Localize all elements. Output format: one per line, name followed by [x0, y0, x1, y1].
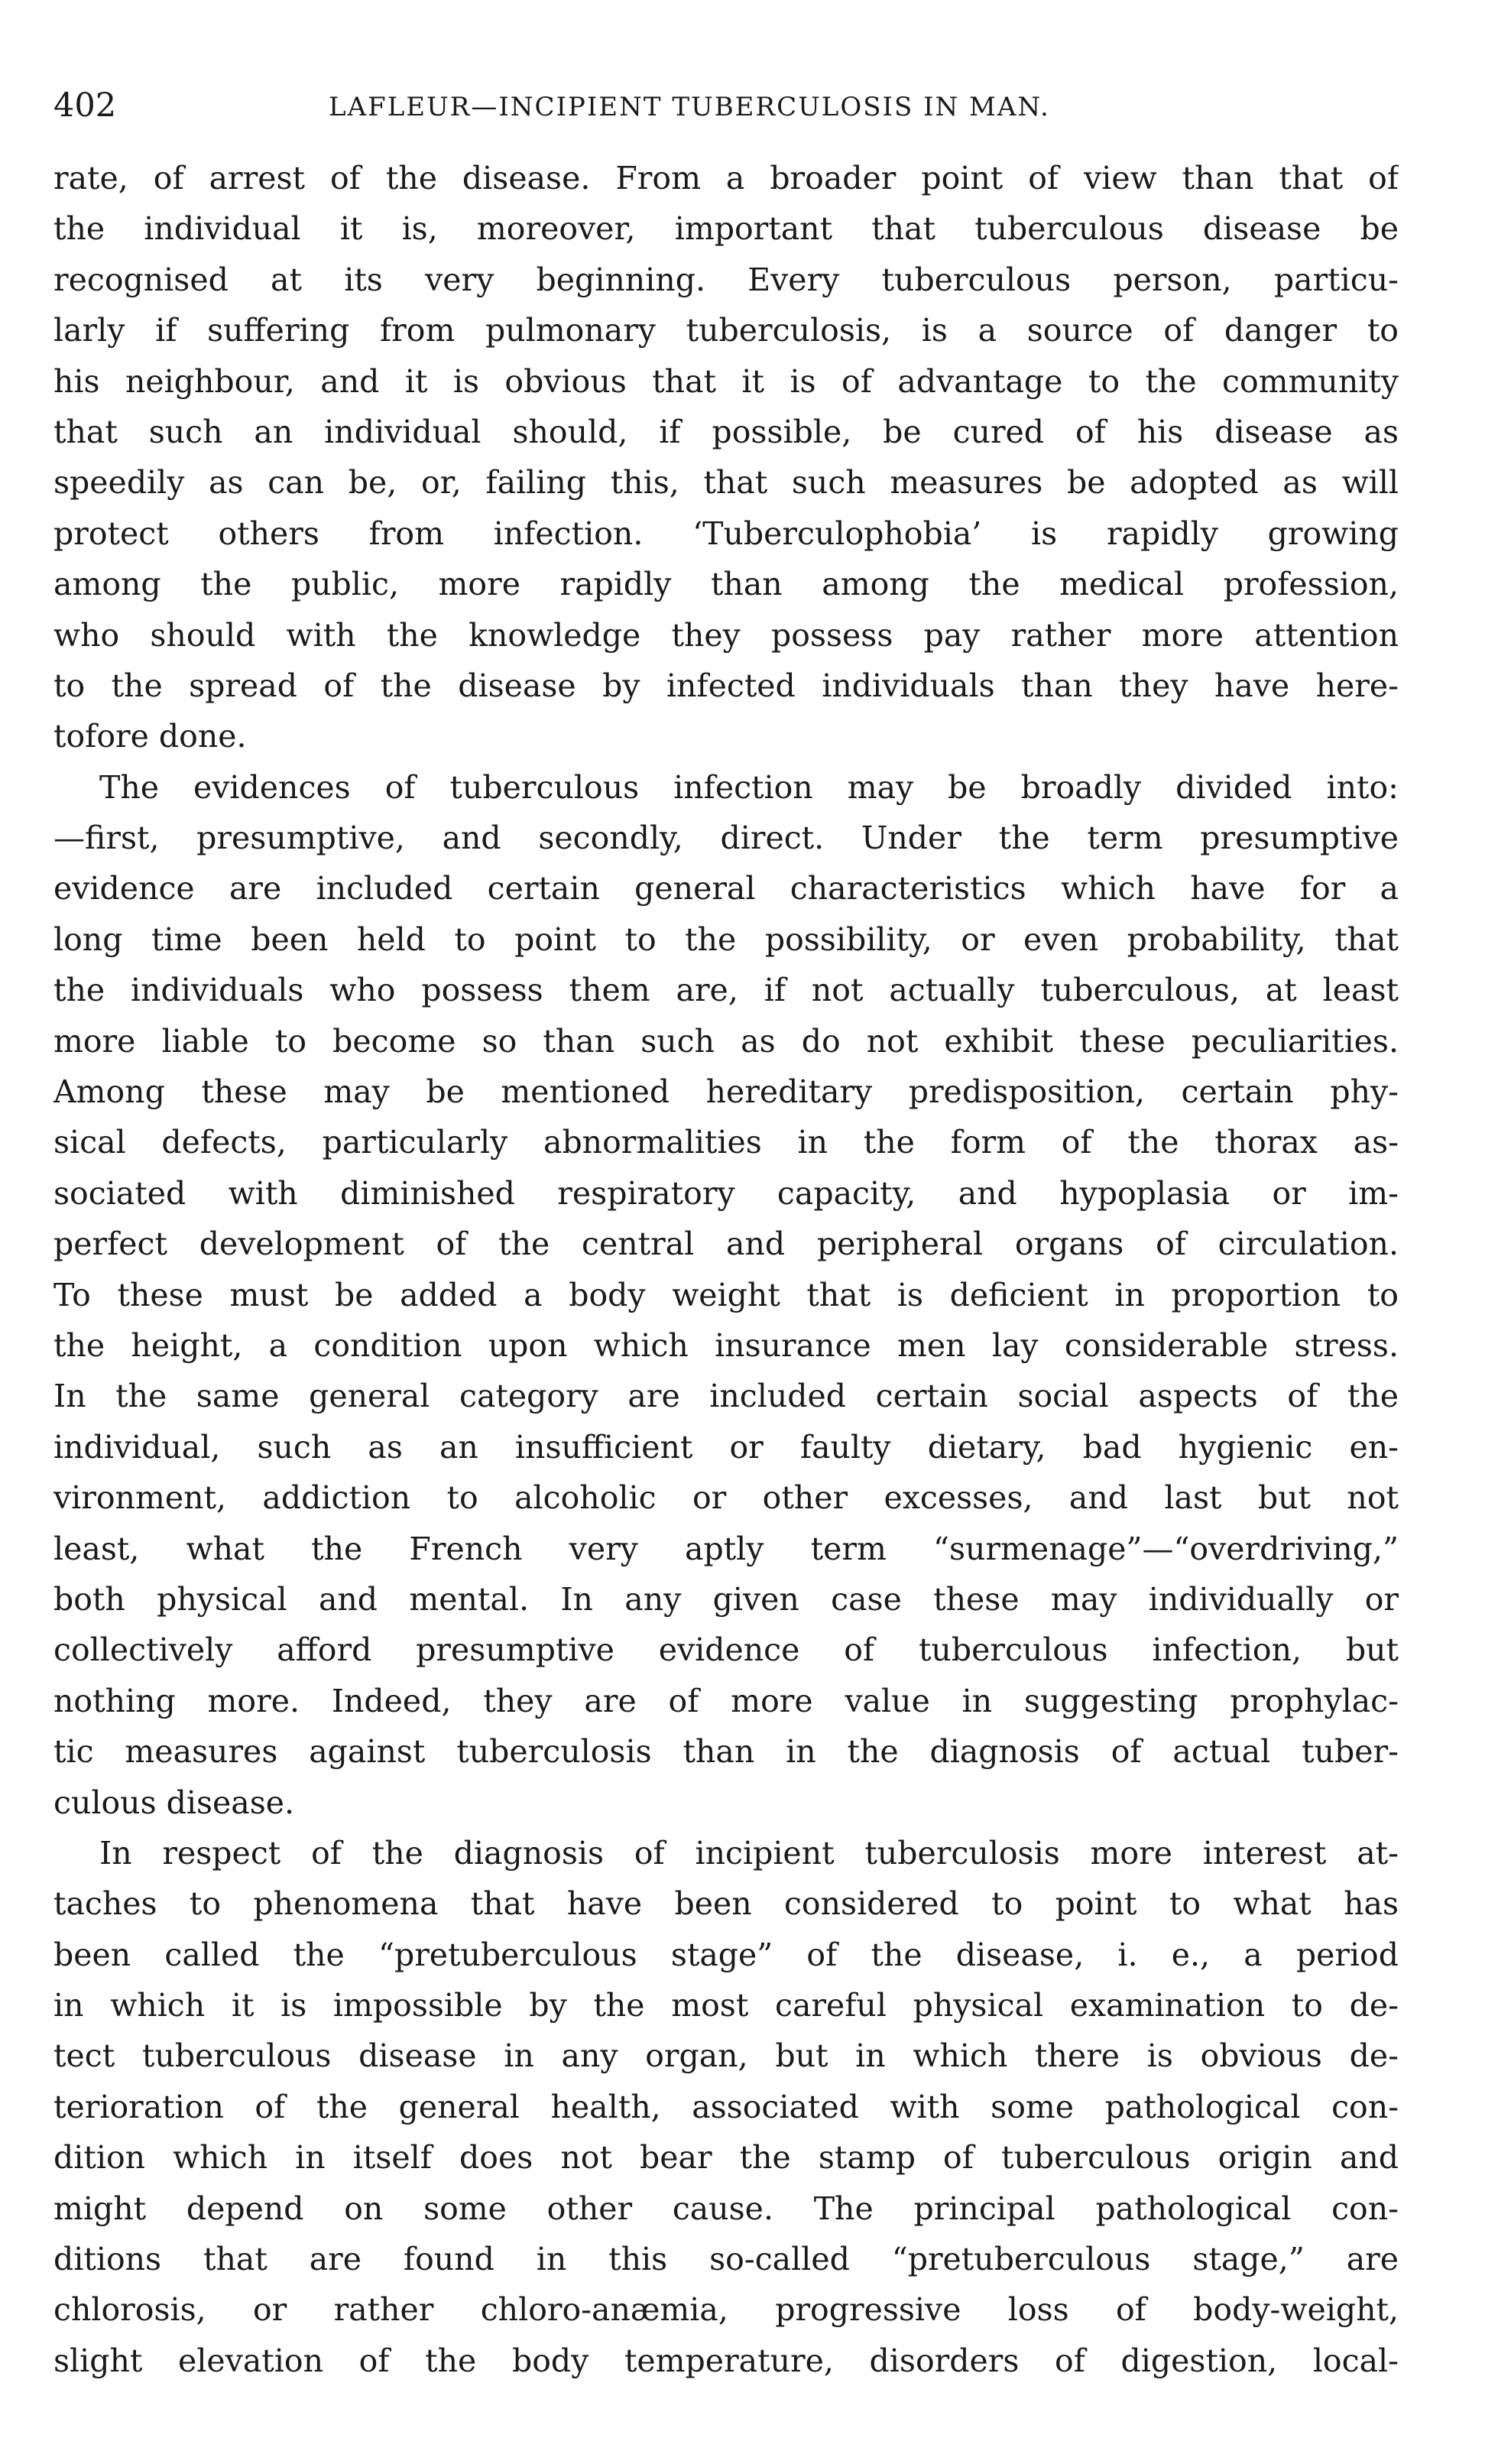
text-line: vironment, addiction to alcoholic or other excesses, and last but not	[54, 1479, 1399, 1517]
text-line: who should with the knowledge they possess pay rather more attention	[54, 616, 1399, 654]
text-line: sociated with diminished respiratory capacity, and hypoplasia or im-	[54, 1174, 1399, 1212]
running-title: LAFLEUR—INCIPIENT TUBERCULOSIS IN MAN.	[329, 92, 1050, 122]
text-line: been called the “pretuberculous stage” of the disease, i. e., a period	[54, 1936, 1399, 1973]
text-line: slight elevation of the body temperature, disorders of digestion, local-	[54, 2342, 1399, 2379]
text-line: individual, such as an insufficient or faulty dietary, bad hygienic en-	[54, 1428, 1399, 1466]
text-line: tect tuberculous disease in any organ, but in which there is obvious de-	[54, 2037, 1399, 2075]
text-line: —first, presumptive, and secondly, direct. Under the term presumptive	[54, 820, 1399, 857]
text-line: taches to phenomena that have been considered to point to what has	[54, 1885, 1399, 1923]
text-line: nothing more. Indeed, they are of more value in suggesting prophylac-	[54, 1682, 1399, 1719]
text-line: both physical and mental. In any given case these may individually or	[54, 1580, 1399, 1618]
text-line: least, what the French very aptly term “surmenage”—“overdriving,”	[54, 1530, 1399, 1567]
text-line: perfect development of the central and peripheral organs of circulation.	[54, 1226, 1399, 1263]
text-line: the height, a condition upon which insurance men lay considerable stress.	[54, 1326, 1399, 1364]
text-line: To these must be added a body weight that is deficient in proportion to	[54, 1276, 1399, 1313]
text-line: dition which in itself does not bear the stamp of tuberculous origin and	[54, 2139, 1399, 2177]
text-line: to the spread of the disease by infected individuals than they have here-	[54, 667, 1399, 704]
text-line: The evidences of tuberculous infection may be broadly divided into:	[99, 768, 1399, 806]
text-line: tic measures against tuberculosis than in the diagnosis of actual tuber-	[54, 1733, 1399, 1771]
text-line: his neighbour, and it is obvious that it is of advantage to the community	[54, 362, 1399, 400]
text-line: long time been held to point to the possibility, or even probability, that	[54, 920, 1399, 958]
text-line: larly if suffering from pulmonary tuberculosis, is a source of danger to	[54, 312, 1399, 349]
text-line: the individual it is, moreover, important that tuberculous disease be	[54, 210, 1399, 248]
body-text	[54, 153, 1399, 2386]
text-line: culous disease.	[54, 1784, 295, 1821]
running-head	[54, 83, 1399, 136]
text-line: in which it is impossible by the most careful physical examination to de-	[54, 1987, 1399, 2024]
text-line: more liable to become so than such as do not exhibit these peculiarities.	[54, 1022, 1399, 1060]
text-line: that such an individual should, if possible, be cured of his disease as	[54, 413, 1399, 450]
text-line: might depend on some other cause. The principal pathological con-	[54, 2190, 1399, 2227]
page-number: 402	[54, 86, 117, 125]
text-line: speedily as can be, or, failing this, that such measures be adopted as will	[54, 464, 1399, 502]
text-line: Among these may be mentioned hereditary predisposition, certain phy-	[54, 1073, 1399, 1111]
text-line: In respect of the diagnosis of incipient tuberculosis more interest at-	[99, 1834, 1399, 1872]
text-line: tofore done.	[54, 718, 247, 755]
text-line: In the same general category are included certain social aspects of the	[54, 1378, 1399, 1415]
text-line: sical defects, particularly abnormalities in the form of the thorax as-	[54, 1124, 1399, 1161]
text-line: protect others from infection. ‘Tuberculophobia’ is rapidly growing	[54, 515, 1399, 552]
text-line: rate, of arrest of the disease. From a broader point of view than that of	[54, 160, 1399, 196]
text-line: evidence are included certain general characteristics which have for a	[54, 870, 1399, 907]
text-line: the individuals who possess them are, if not actually tuberculous, at least	[54, 972, 1399, 1009]
text-line: chlorosis, or rather chloro-anæmia, progressive loss of body-weight,	[54, 2291, 1399, 2329]
text-line: terioration of the general health, associated with some pathological con-	[54, 2088, 1399, 2125]
text-line: ditions that are found in this so-called “pretuberculous stage,” are	[54, 2241, 1399, 2278]
text-line: recognised at its very beginning. Every tuberculous person, particu-	[54, 261, 1399, 298]
text-line: collectively afford presumptive evidence of tuberculous infection, but	[54, 1631, 1399, 1669]
text-line: among the public, more rapidly than among the medical profession,	[54, 566, 1399, 603]
